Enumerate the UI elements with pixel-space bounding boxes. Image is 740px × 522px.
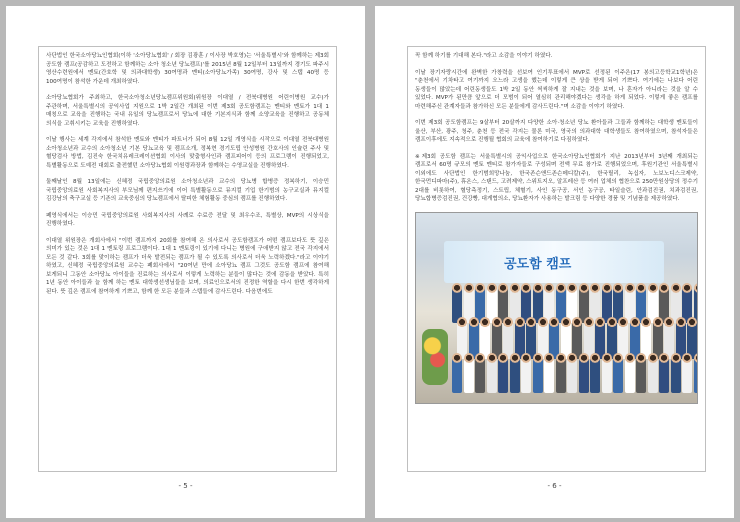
paragraph: 이날 장기자랑시간에 완벽한 가창력을 선보여 인기투표에서 MVP로 선정된 이주은(17 봉의고등학교1학년)은 "춘천에서 기차타고 여기까지 오느라 고생을 했는데 이렇게 큰 상을 받게 되어 기쁘다. 여기에는 나보다 어린 동생들이 많았는데 어린동생들도 1박 2일 동안 씩씩하게 잘 지내는 것을 보며, 나 혼자가 아니라는 것을 알 수 있었다. MVP가 된만큼 앞으로 더 모범이 되어 열심히 관리해야겠다는 생각을 하게 되었다. 이렇게 좋은 캠프를 마련해주신 관계자들과 참가하신 모든 분들에게 감사드린다."며 소감을 이야기 하였다. [415, 69, 698, 110]
person-figure [457, 317, 467, 359]
person-figure [659, 353, 669, 393]
person-figure [671, 353, 681, 393]
person-figure [487, 353, 497, 393]
person-figure [544, 353, 554, 393]
person-figure [480, 317, 490, 359]
person-figure [533, 353, 543, 393]
page-number: - 5 - [178, 482, 193, 490]
person-figure [618, 317, 628, 359]
page-number: - 6 - [547, 482, 562, 490]
left-page [6, 6, 365, 518]
person-figure [595, 317, 605, 359]
person-figure [590, 353, 600, 393]
person-figure [464, 353, 474, 393]
person-figure [648, 353, 658, 393]
left-page-body [38, 46, 337, 472]
person-figure [510, 353, 520, 393]
person-figure [641, 317, 651, 359]
person-figure [687, 317, 697, 359]
person-figure [452, 353, 462, 393]
person-figure [625, 353, 635, 393]
paragraph: 이번 제3회 공도함캠프는 9살부터 20살까지 다양한 소아·청소년 당뇨 환아들과 그들과 함께하는 대학생 멘토들이 울산, 부산, 광주, 청주, 춘천 등 전국 각지는 물론 미국, 영국의 의과대학 대학생들도 참여하였으며, 참석자들은 캠프이후에도 지속적으로 진행될 협회의 교육에 참여하기로 다짐하였다. [415, 120, 698, 143]
person-figure [521, 353, 531, 393]
person-figure [567, 353, 577, 393]
paragraph: 소아당뇨협회가 주최하고, 한국소아청소년당뇨캠프위원회(위원장 이대열 / 전북대병원 어린이병원 교수)가 주관하며, 서울특별시의 공익사업 지원으로 1박 2일간 개최된 이번 제3회 공도함캠프는 멘티와 멘토가 1대 1 매칭으로 교육을 진행하는 국내 유일의 당뇨캠프로서 당뇨에 대한 기본지식과 함께 소양교육을 진행하고 공동체 의식을 고취시키는 교육을 진행하였다. [46, 95, 329, 127]
paragraph: 이날 행사는 세계 각지에서 참석한 멘토와 멘티가 파트너가 되어 8월 12일 개영식을 시작으로 이대열 전북대병원 소아청소년과 교수의 소아청소년 기본 당뇨교육 및 캠프소개, 정복현 경기도립 안성병원 간호사의 인슐린 주사 및 혈당검사 방법, 김진숙 한국치유레크레이션협회 이사의 맞춤형사인과 캠프피어이 등의 프로그램이 진행되었고, 특별활동으로 도예전 대회로 출전했던 소아당뇨협회 이원령과장과 함께하는 수영교실을 진행하였다. [46, 137, 329, 169]
paragraph: 꼭 함께 하기를 기대해 본다."라고 소감을 이야기 하였다. [415, 53, 553, 59]
person-figure [526, 317, 536, 359]
paragraph: 사단법인 한국소아당뇨인협회(이하 '소아당뇨협회' / 회장 김광훈 / 이사장 박호영)는 '서울특별시'와 함께하는 제3회 공도함 캠프(공감하고 도전하고 함께하는 소아 청소년 당뇨캠프)'를 2015년 8월 12일부터 13일까지 경기도 파주시 영산수련원에서 멘토(간호학 및 의과대학생) 30여명과 멘티(소아당뇨가족) 30여명, 강사 및 스탭 40명 등 100여명이 참석한 가운데 개최하였다. [46, 53, 329, 85]
person-figure [602, 353, 612, 393]
right-page-body [407, 46, 706, 472]
person-figure [475, 353, 485, 393]
paragraph: 이대열 위원장은 개회사에서 "이번 캠프까지 20회를 참여해 온 의사로서 공도함캠프가 어떤 캠프보다도 뜻 깊은 의미가 있는 것은 1대 1 멘토링 프로그램이다. 1대 1 멘토링이 있기에 다니는 병원에 구애받지 않고 전국 각지에서 모든 것 같다. 3회를 맞이하는 캠프가 더욱 발전되는 캠프가 될 수 있도록 의사로서 더욱 노력하겠다."라고 이야기 하였고, 신혜정 국립중앙의료원 교수는 폐회사에서 "20여년 만에 소아당뇨 캠프 그것도 공도함 캠프에 참여해 보게되니 그동안 소아당뇨 아이들을 진료하는 의사로서 이렇게 노력하는 분들이 많다는 것에 감동을 받았다. 특히 1년 동안 아이들과 늘 함께 하는 멘토 대학생선생님들을 보며, 의료인으로서의 진정한 역할을 다시 한번 생각하게 된다. 뜻 깊은 캠프에 참여하게 기쁘고, 함께 한 모든 분들과 스탭들에 감사드린다. 다음번에도 [46, 237, 329, 295]
paragraph: 둘째날인 8월 13일에는 신혜정 국립중앙의료원 소아청소년과 교수의 당뇨병 합병증 정복하기, 이승민 국립중앙의료원 사회복지사의 부모님께 편지쓰기에 이어 특별활동으로 뮤지컬 기업 한기범의 농구교실과 뮤지컬 김강남의 축구교실 등 기존의 교육중심의 당뇨캠프에서 탈피한 체험활동 중심의 캠프를 진행하였다. [46, 179, 329, 202]
person-figure [664, 317, 674, 359]
person-figure [556, 353, 566, 393]
person-figure [572, 317, 582, 359]
person-figure [549, 317, 559, 359]
right-page [375, 6, 734, 518]
person-figure [579, 353, 589, 393]
paragraph: ※제3회 공도함 캠프는 서울특별시의 공익사업으로 한국소아당뇨인협회가 지난 2013년부터 3년째 개최되는 캠프로서 60명 규모의 멘토 멘티로 참가자들로 구성되며 전액 무료 참가로 진행되었으며, 후원기관인 서울특별시 이외에도 사단법인 한기범희망나눔, 한국존슨앤드존슨메디칼(주), 한국릴리, 녹십자, 노보노디스크제약, 한국먼디파마(주), 휴온스, 스탠드, 고려제약, 스위트지오, 알프레산 등 여러 업체의 협찬으로 250만원상당의 정수기 2대를 비롯하여, 혈당측정기, 스트립, 체혈기, 사인 동구공, 서인 농구공, 타일슬린, 안과검진권, 치과검진권, 당뇨합병증검진권, 건강빵, 대게협의소, 당뇨환자가 사용하는 발크림 등 다양한 경품 및 기념품을 제공하였다. [415, 153, 698, 202]
person-figure [636, 353, 646, 393]
group-photo [415, 212, 698, 404]
people-group [416, 275, 697, 395]
banner-title: 공도함 캠프 [504, 256, 572, 272]
person-figure [694, 353, 699, 393]
person-figure [682, 353, 692, 393]
person-figure [503, 317, 513, 359]
paragraph: 폐영식에서는 이승민 국립중앙의료원 사회복지사의 사례로 수료증 전달 및 최우수조, 특별상, MVP의 시상식을 진행하였다. [46, 212, 329, 227]
person-figure [613, 353, 623, 393]
person-figure [498, 353, 508, 393]
